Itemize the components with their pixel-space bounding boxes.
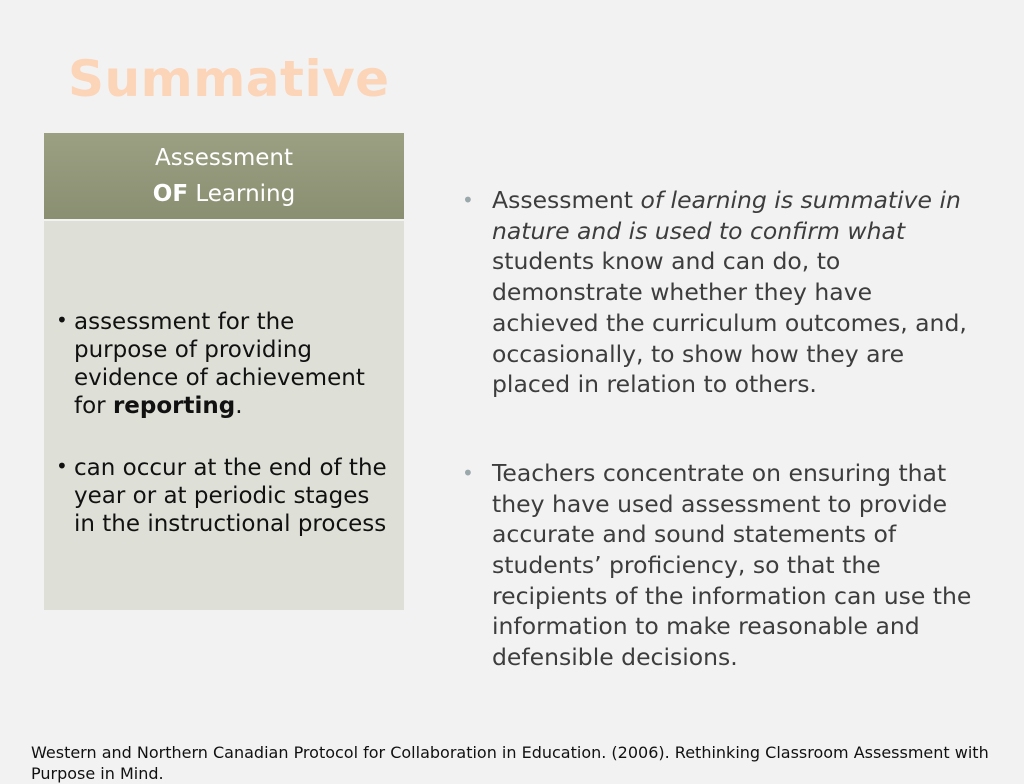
p1-italic: of learning is summative in nature and is used to confirm what xyxy=(492,186,961,245)
right-content xyxy=(462,185,972,673)
box-item-1-end: . xyxy=(235,393,243,419)
header-learning: Learning xyxy=(188,181,296,207)
p1-rest: students know and can do, to demonstrate whether they have achieved the curriculum outcomes, and, occasionally, to show how they are placed in relation to others. xyxy=(492,247,967,399)
header-line-2 xyxy=(44,176,404,212)
box-bullet-list xyxy=(56,308,392,538)
box-bullet-item-2 xyxy=(56,454,392,538)
bullet-dot-icon: • xyxy=(462,188,474,212)
assessment-of-learning-header xyxy=(44,133,404,219)
box-item-2-text: can occur at the end of the year or at periodic stages in the instructional process xyxy=(74,455,387,537)
right-paragraph-2 xyxy=(462,458,972,673)
header-bold-of: OF xyxy=(152,181,189,207)
citation-footer: Western and Northern Canadian Protocol for Collaboration in Education. (2006). Rethinking Classroom Assessment with Purpose in Mind. xyxy=(31,743,989,783)
bullet-dot-icon: • xyxy=(56,454,68,478)
p2-text: Teachers concentrate on ensuring that they have used assessment to provide accurate and sound statements of students’ proficiency, so that the recipients of the information can use the information to make reasonable and defensible decisions. xyxy=(492,458,972,672)
box-item-1-text: assessment for the purpose of providing evidence of achievement for xyxy=(74,309,365,419)
bullet-dot-icon: • xyxy=(462,460,474,485)
right-paragraph-1 xyxy=(462,185,972,400)
header-line-1: Assessment xyxy=(155,145,293,171)
assessment-of-learning-body xyxy=(44,221,404,610)
box-bullet-item-1 xyxy=(56,308,392,420)
p1-plain: Assessment xyxy=(492,186,641,214)
slide-title: Summative xyxy=(68,50,390,108)
bullet-dot-icon: • xyxy=(56,308,68,332)
box-item-1-bold: reporting xyxy=(112,393,236,419)
